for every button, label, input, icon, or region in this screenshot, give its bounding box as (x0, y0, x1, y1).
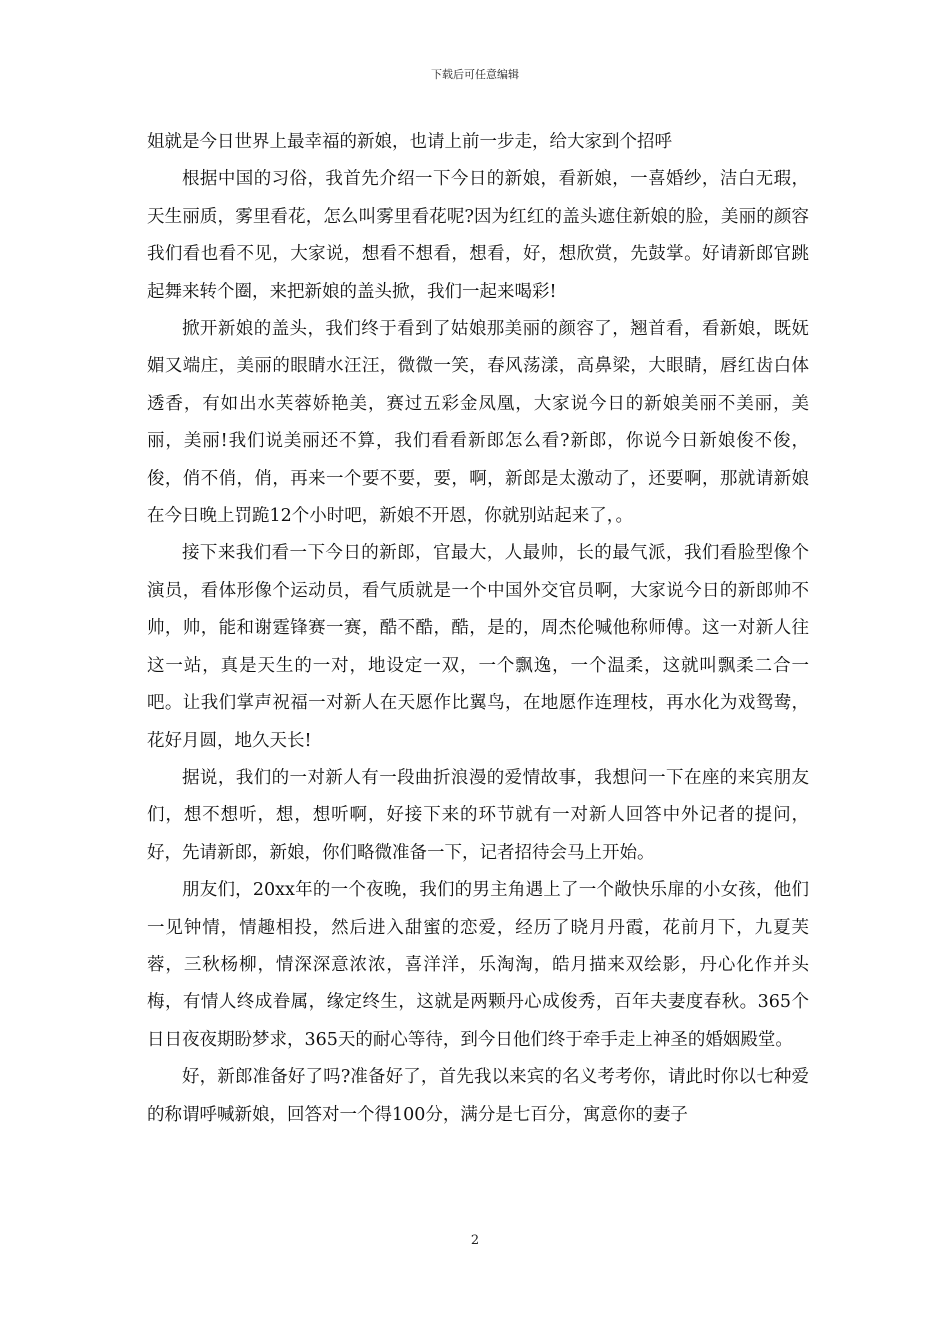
document-body (147, 124, 809, 1134)
paragraph-4: 接下来我们看一下今日的新郎，官最大，人最帅，长的最气派，我们看脸型像个演员，看体形像个运动员，看气质就是一个中国外交官员啊，大家说今日的新郎帅不帅，帅，能和谢霆锋赛一赛，酷不酷，酷，是的，周杰伦喊他称师傅。这一对新人往这一站，真是天生的一对，地设定一双，一个飘逸，一个温柔，这就叫飘柔二合一吧。让我们掌声祝福一对新人在天愿作比翼鸟，在地愿作连理枝，再水化为戏鸳鸯，花好月圆，地久天长! (147, 543, 809, 751)
paragraph-5: 据说，我们的一对新人有一段曲折浪漫的爱情故事，我想问一下在座的来宾朋友们，想不想听，想，想听啊，好接下来的环节就有一对新人回答中外记者的提问，好，先请新郎，新娘，你们略微准备一下，记者招待会马上开始。 (147, 767, 809, 863)
paragraph-7: 好，新郎准备好了吗?准备好了，首先我以来宾的名义考考你，请此时你以七种爱的称谓呼喊新娘，回答对一个得100分，满分是七百分，寓意你的妻子 (147, 1067, 809, 1125)
paragraph-6: 朋友们，20xx年的一个夜晚，我们的男主角遇上了一个敞快乐扉的小女孩，他们一见钟情，情趣相投，然后进入甜蜜的恋爱，经历了晓月丹霞，花前月下，九夏芙蓉，三秋杨柳，情深深意浓浓，喜洋洋，乐淘淘，皓月描来双绘影，丹心化作并头梅，有情人终成眷属，缘定终生，这就是两颗丹心成俊秀，百年夫妻度春秋。365个日日夜夜期盼梦求，365天的耐心等待，到今日他们终于牵手走上神圣的婚姻殿堂。 (147, 880, 809, 1050)
paragraph-1: 姐就是今日世界上最幸福的新娘，也请上前一步走，给大家到个招呼 (147, 132, 672, 152)
page-header: 下载后可任意编辑 (431, 68, 519, 81)
page-number: 2 (470, 1233, 480, 1248)
paragraph-3: 掀开新娘的盖头，我们终于看到了姑娘那美丽的颜容了，翘首看，看新娘，既妩媚又端庄，美丽的眼睛水汪汪，微微一笑，春风荡漾，高鼻梁，大眼睛，唇红齿白体透香，有如出水芙蓉娇艳美，赛过五彩金凤凰，大家说今日的新娘美丽不美丽，美丽，美丽!我们说美丽还不算，我们看看新郎怎么看?新郎，你说今日新娘俊不俊，俊，俏不俏，俏，再来一个要不要，要，啊，新郎是太激动了，还要啊，那就请新娘在今日晚上罚跪12个小时吧，新娘不开恩，你就别站起来了，。 (147, 319, 809, 527)
paragraph-2: 根据中国的习俗，我首先介绍一下今日的新娘，看新娘，一喜婚纱，洁白无瑕，天生丽质，雾里看花，怎么叫雾里看花呢?因为红红的盖头遮住新娘的脸，美丽的颜容我们看也看不见，大家说，想看不想看，想看，好，想欣赏，先鼓掌。好请新郎官跳起舞来转个圈，来把新娘的盖头掀，我们一起来喝彩! (147, 169, 809, 302)
